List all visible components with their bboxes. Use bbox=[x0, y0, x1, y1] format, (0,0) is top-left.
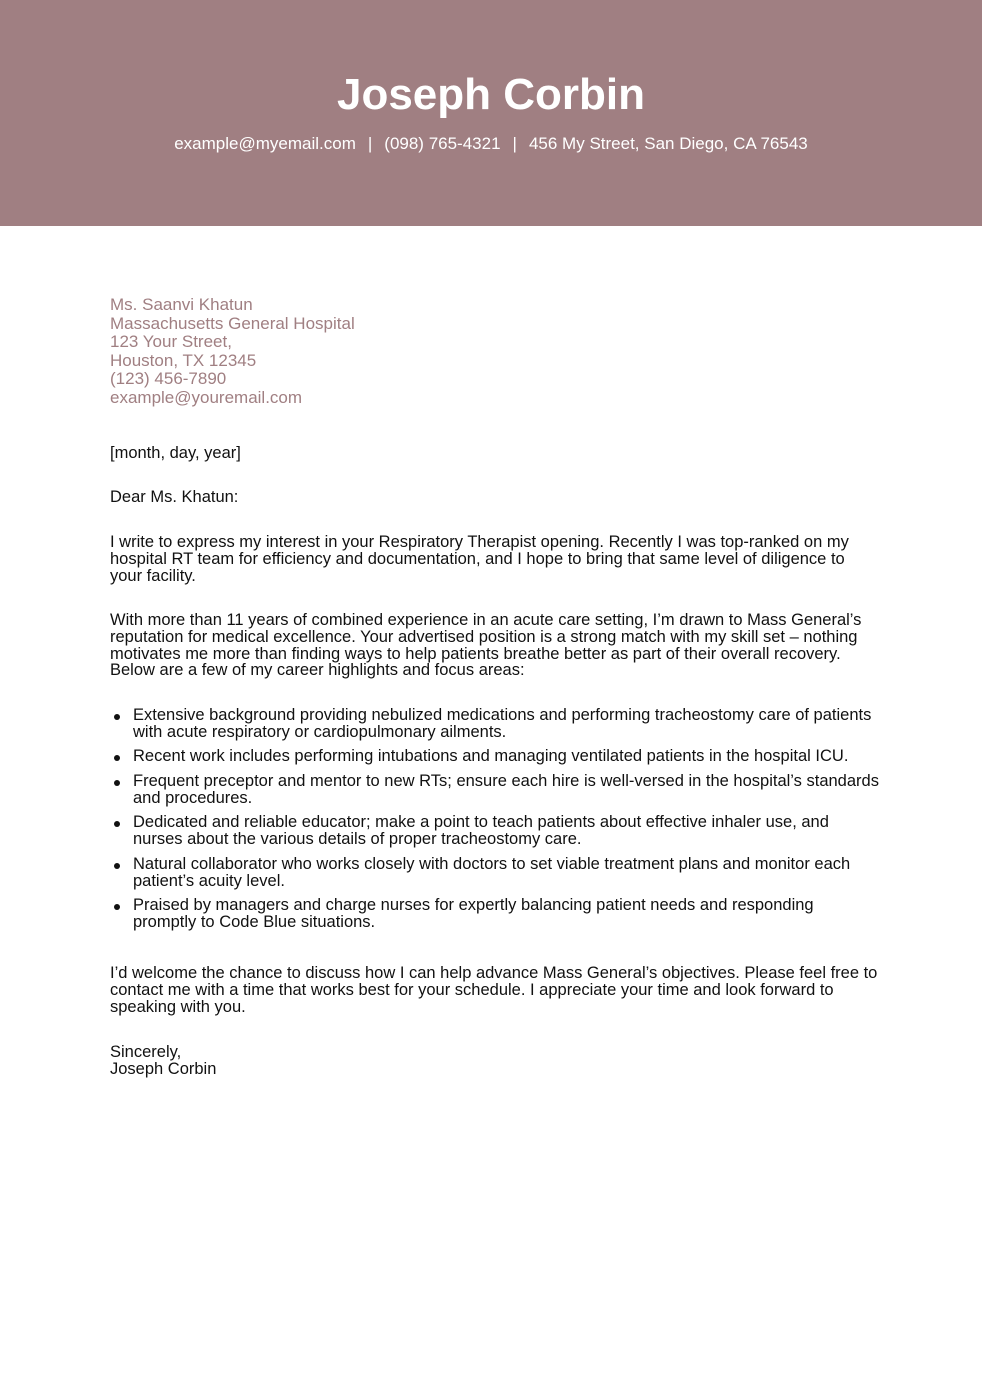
recipient-email: example@youremail.com bbox=[110, 387, 303, 407]
highlight-text: Natural collaborator who works closely with doctors to set viable treatment plans and monitor each patient’s acuity level. bbox=[133, 854, 851, 890]
recipient-phone: (123) 456-7890 bbox=[110, 369, 227, 389]
highlight-item bbox=[110, 748, 880, 765]
bullet-icon bbox=[114, 904, 120, 910]
highlight-text: Extensive background providing nebulized medications and performing tracheostomy care of patients with acute respiratory or cardiopulmonary ailments. bbox=[133, 706, 872, 741]
recipient-city: Houston, TX 12345 bbox=[110, 350, 257, 370]
sender-address: 456 My Street, San Diego, CA 76543 bbox=[528, 134, 808, 153]
header-banner bbox=[0, 0, 982, 226]
highlight-text: Recent work includes performing intubations and managing ventilated patients in the hospital ICU. bbox=[133, 747, 849, 766]
recipient-block bbox=[110, 296, 355, 408]
highlight-item bbox=[110, 707, 880, 741]
letter-paragraph-3: I’d welcome the chance to discuss how I can help advance Mass General’s objectives. Please feel free to contact me with a time that works best for your schedule. I appreciate your time and look forward to speaking with you. bbox=[110, 964, 878, 1016]
bullet-icon bbox=[114, 780, 120, 786]
highlight-item bbox=[110, 773, 880, 807]
recipient-street: 123 Your Street, bbox=[110, 332, 232, 352]
sender-contact-line bbox=[0, 132, 982, 156]
recipient-organization: Massachusetts General Hospital bbox=[110, 313, 355, 333]
letter-closing: Sincerely, bbox=[110, 1043, 182, 1061]
highlight-text: Frequent preceptor and mentor to new RTs; ensure each hire is well-versed in the hospital’s standards and procedures. bbox=[133, 771, 879, 807]
sender-email: example@myemail.com bbox=[174, 134, 356, 153]
bullet-icon bbox=[114, 714, 120, 720]
letter-paragraph-2: With more than 11 years of combined experience in an acute care setting, I’m drawn to Mass General’s reputation for medical excellence. Your advertised position is a strong match with my skill set – nothing motivates me more than finding ways to help patients breathe better as part of their overall recovery. Below are a few of my career highlights and focus areas: bbox=[110, 611, 862, 680]
letter-salutation: Dear Ms. Khatun: bbox=[110, 488, 239, 506]
bullet-icon bbox=[114, 863, 120, 869]
highlight-item bbox=[110, 814, 880, 848]
sender-name: Joseph Corbin bbox=[336, 70, 646, 119]
letter-closing-block bbox=[110, 1044, 880, 1078]
highlight-text: Dedicated and reliable educator; make a point to teach patients about effective inhaler use, and nurses about the various details of proper tracheostomy care. bbox=[133, 813, 829, 849]
sender-phone: (098) 765-4321 bbox=[384, 134, 501, 153]
contact-separator: | bbox=[367, 134, 373, 153]
highlights-list bbox=[110, 707, 880, 939]
letter-paragraph-1: I write to express my interest in your Respiratory Therapist opening. Recently I was top-ranked on my hospital RT team for efficiency and documentation, and I hope to bring that same level of diligence to your facility. bbox=[110, 533, 849, 585]
recipient-name: Ms. Saanvi Khatun bbox=[110, 295, 253, 314]
bullet-icon bbox=[114, 755, 120, 761]
letter-signature: Joseph Corbin bbox=[110, 1059, 217, 1078]
bullet-icon bbox=[114, 821, 120, 827]
letter-date: [month, day, year] bbox=[110, 444, 241, 462]
highlight-item bbox=[110, 897, 880, 931]
highlight-item bbox=[110, 856, 880, 890]
highlight-text: Praised by managers and charge nurses for expertly balancing patient needs and responding promptly to Code Blue situations. bbox=[133, 896, 814, 931]
contact-separator: | bbox=[512, 134, 517, 153]
